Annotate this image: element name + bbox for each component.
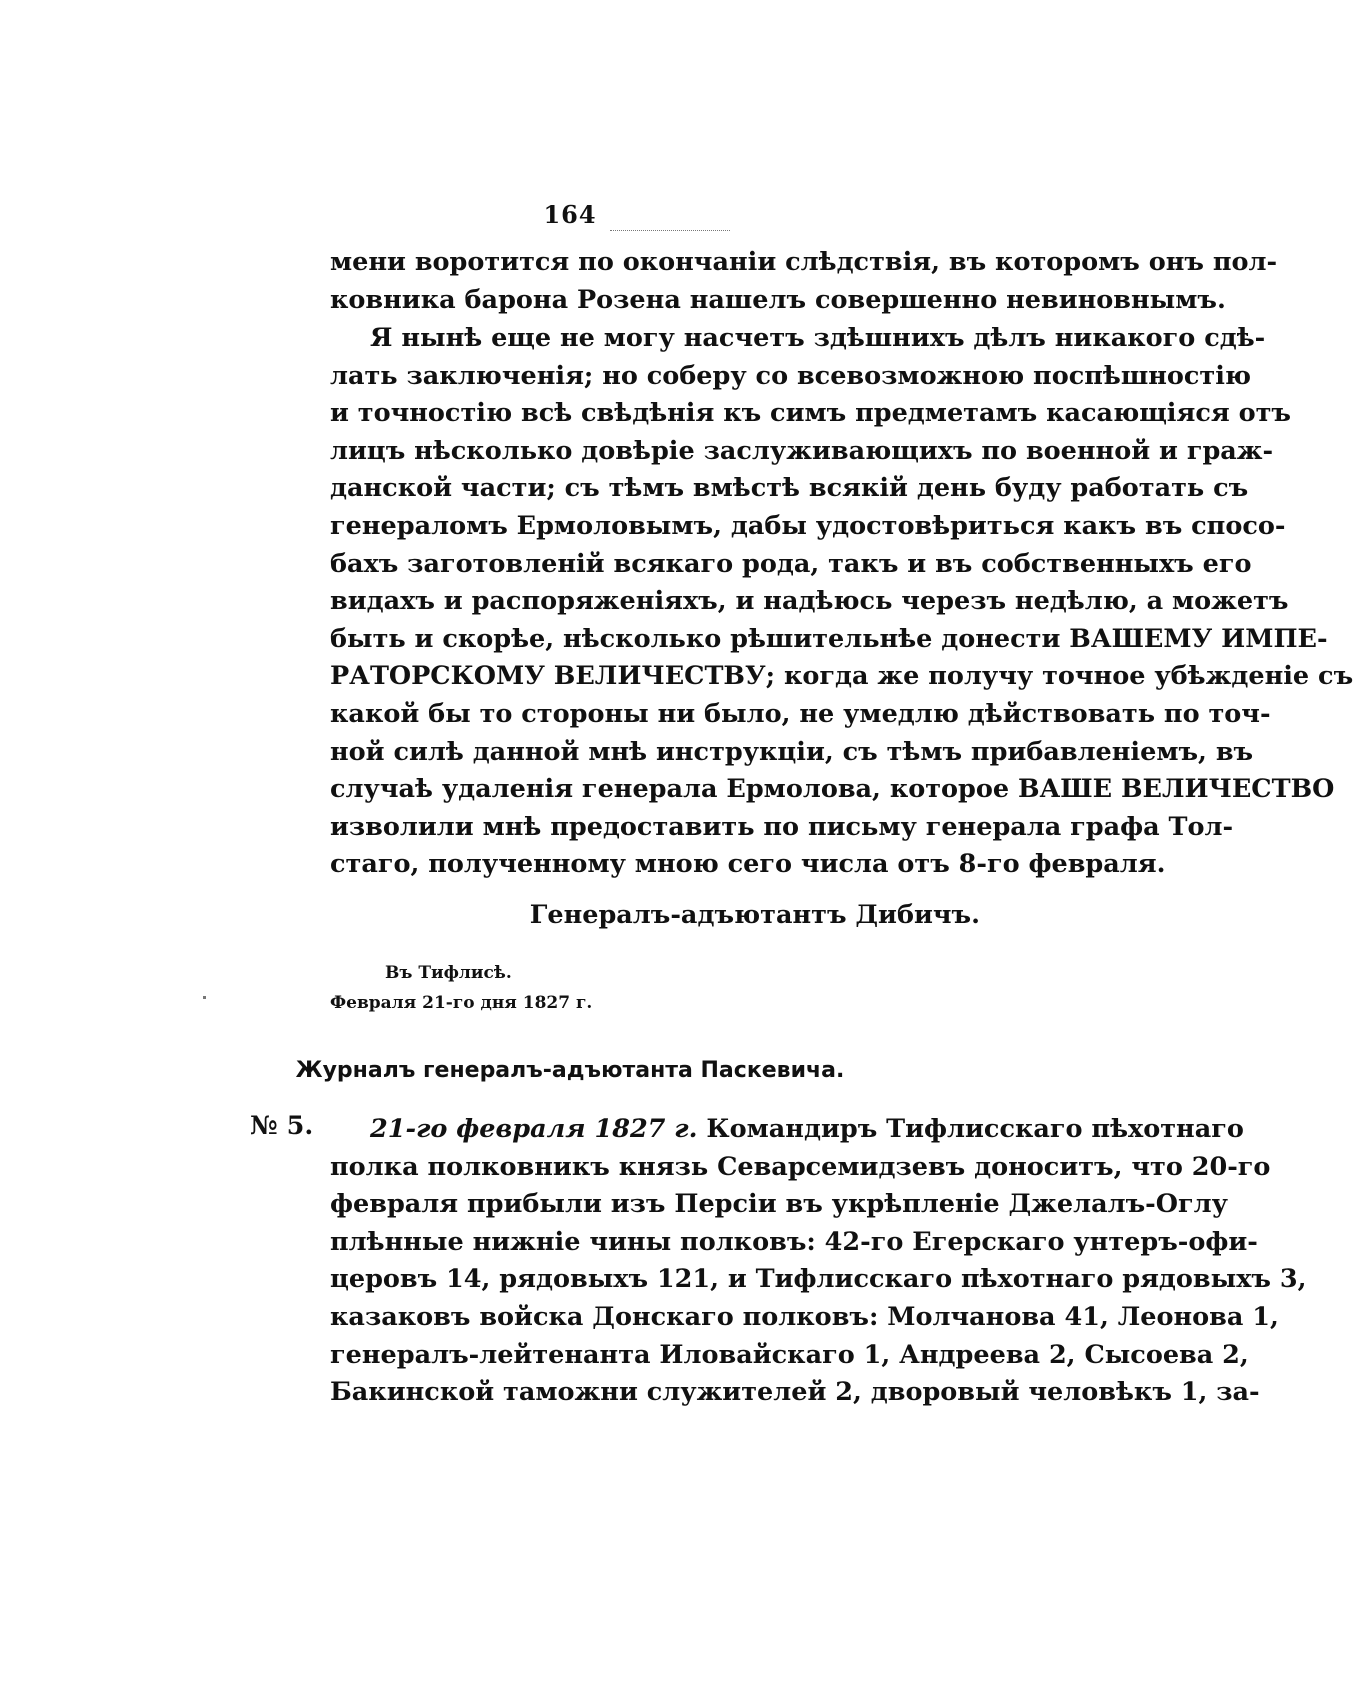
page-number: 164 — [543, 200, 597, 229]
text-line: казаковъ войска Донскаго полковъ: Молчанова 41, Леонова 1, — [330, 1301, 1279, 1332]
journal-title: Журналъ генералъ-адъютанта Паскевича. — [295, 1058, 845, 1083]
text-line: лицъ нѣсколько довѣріе заслуживающихъ по военной и граж- — [330, 435, 1274, 466]
text-line: ной силѣ данной мнѣ инструкціи, съ тѣмъ прибавленіемъ, въ — [330, 736, 1254, 767]
text-line: мени воротится по окончаніи слѣдствія, въ которомъ онъ пол- — [330, 247, 1278, 277]
paragraph-continuation — [330, 244, 1278, 319]
text-line: февраля прибыли изъ Персіи въ укрѣпленіе Джелалъ-Оглу — [330, 1189, 1228, 1220]
text-line: лать заключенія; но соберу со всевозможною поспѣшностію — [330, 360, 1252, 391]
text-line: данской части; съ тѣмъ вмѣстѣ всякій день буду работать съ — [330, 473, 1249, 504]
text-line: какой бы то стороны ни было, не умедлю дѣйствовать по точ- — [330, 698, 1271, 729]
text-line: быть и скорѣе, нѣсколько рѣшительнѣе донести ВАШЕМУ ИМПЕ- — [330, 623, 1328, 654]
signature: Генералъ-адъютантъ Дибичъ. — [529, 900, 980, 930]
text-line: РАТОРСКОМУ ВЕЛИЧЕСТВУ; когда же получу точное убѣжденіе съ — [330, 661, 1353, 692]
text-line: изволили мнѣ предоставить по письму генерала графа Тол- — [330, 811, 1234, 842]
entry-date: 21-го февраля 1827 г. — [370, 1114, 698, 1144]
text-line: бахъ заготовленій всякаго рода, такъ и въ собственныхъ его — [330, 548, 1252, 579]
text-line: церовъ 14, рядовыхъ 121, и Тифлисскаго пѣхотнаго рядовыхъ 3, — [330, 1264, 1307, 1295]
text-line: видахъ и распоряженіяхъ, и надѣюсь черезъ недѣлю, а можетъ — [330, 586, 1289, 617]
entry-number: № 5. — [250, 1111, 314, 1141]
text-line: стаго, полученному мною сего числа отъ 8-го февраля. — [330, 849, 1166, 880]
entry-first-line-text: Командиръ Тифлисскаго пѣхотнаго — [706, 1114, 1244, 1144]
text-line: Я нынѣ еще не могу насчетъ здѣшнихъ дѣлъ никакого сдѣ- — [370, 323, 1266, 353]
scan-speck — [203, 996, 206, 999]
text-line: плѣнные нижніе чины полковъ: 42-го Егерскаго унтеръ-офи- — [330, 1226, 1258, 1257]
text-line: полка полковникъ князь Севарсемидзевъ доноситъ, что 20-го — [330, 1151, 1271, 1182]
text-line: случаѣ удаленія генерала Ермолова, которое ВАШЕ ВЕЛИЧЕСТВО — [330, 774, 1335, 805]
place: Въ Тифлисѣ. — [385, 963, 512, 983]
text-line: генераломъ Ермоловымъ, дабы удостовѣриться какъ въ спосо- — [330, 510, 1286, 541]
entry-first-line — [330, 1111, 1244, 1149]
letter-paragraph — [330, 320, 1353, 884]
date-line: Февраля 21-го дня 1827 г. — [330, 993, 593, 1013]
place-date — [330, 958, 592, 1018]
text-line: Бакинской таможни служителей 2, дворовый человѣкъ 1, за- — [330, 1377, 1260, 1408]
text-line: генералъ-лейтенанта Иловайскаго 1, Андреева 2, Сысоева 2, — [330, 1339, 1249, 1370]
journal-entry — [330, 1111, 1307, 1412]
decorative-rule — [610, 230, 730, 231]
text-line: и точностію всѣ свѣдѣнія къ симъ предметамъ касающіяся отъ — [330, 398, 1291, 429]
text-line: ковника барона Розена нашелъ совершенно невиновнымъ. — [330, 284, 1226, 315]
